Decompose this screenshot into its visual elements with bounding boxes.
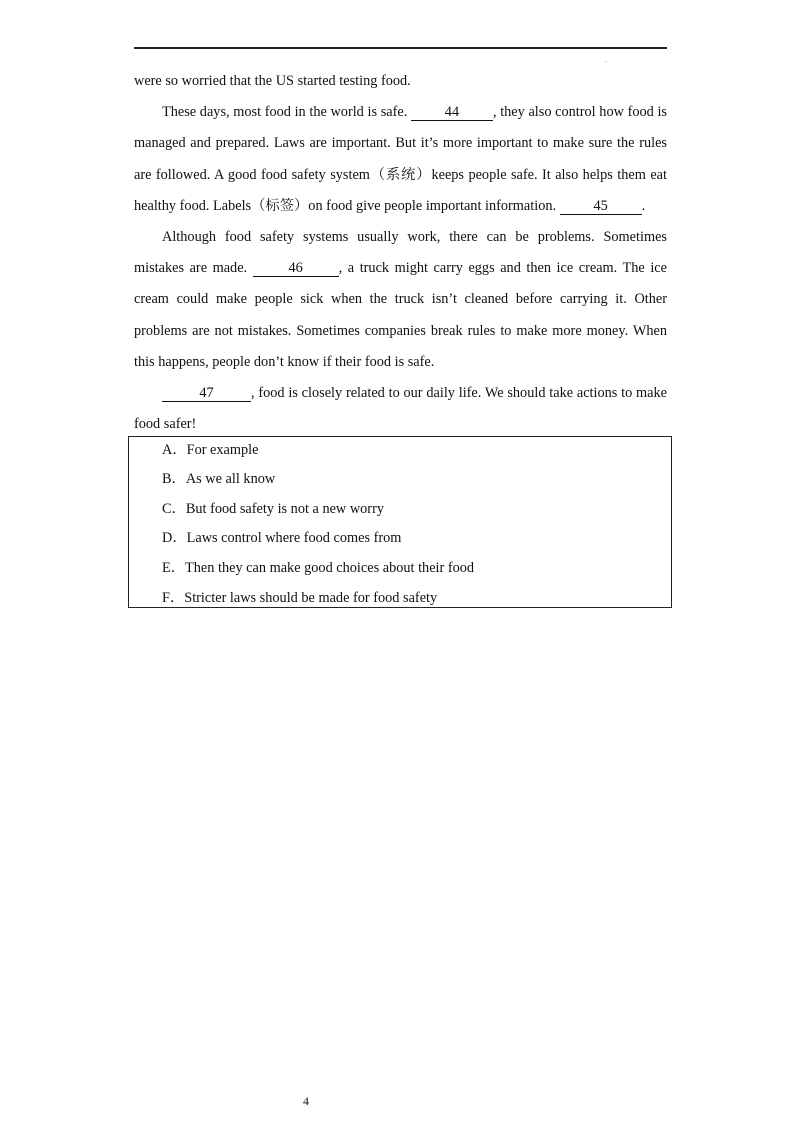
- paragraph-3: [134, 222, 667, 378]
- option-text: But food safety is not a new worry: [185, 501, 384, 517]
- blank-44: 44: [411, 104, 493, 121]
- option-letter: D．: [162, 530, 187, 546]
- option-letter: C．: [162, 501, 186, 517]
- blank-45: 45: [560, 198, 642, 215]
- passage: [134, 66, 667, 440]
- header-rule: [134, 47, 667, 49]
- option-f: [162, 588, 437, 608]
- paragraph-1: were so worried that the US started testing food.: [134, 73, 411, 89]
- paragraph-2-text-2: , they also control how food is managed and prepared. Laws are important. But it’s more important to make sure the rules are followed. A good food safety system（系统）keeps people safe. It also helps them eat healthy food. Labels（标签）on food give people important information.: [134, 104, 667, 214]
- option-letter: A．: [162, 442, 187, 458]
- option-letter: E．: [162, 560, 186, 576]
- page-number: 4: [303, 1094, 309, 1108]
- option-c: [162, 499, 384, 519]
- option-text: As we all know: [185, 471, 276, 487]
- paragraph-3-text-2: , a truck might carry eggs and then ice cream. The ice cream could make people sick when the truck isn’t cleaned before carrying it. Other problems are not mistakes. Sometimes companies break rules to make more money. When this happens, people don’t know if their food is safe.: [134, 260, 667, 370]
- option-letter: B．: [162, 471, 186, 487]
- paragraph-3-text-1: Although food safety systems usually work, there can be problems. Sometimes mistakes are made.: [134, 229, 667, 277]
- option-text: Then they can make good choices about their food: [185, 560, 475, 576]
- options-box: [128, 436, 672, 608]
- option-text: Laws control where food comes from: [186, 530, 402, 546]
- blank-47: 47: [162, 385, 251, 402]
- option-b: [162, 469, 275, 489]
- option-d: [162, 528, 401, 548]
- header-mark: .: [605, 55, 607, 64]
- option-letter: F．: [162, 590, 185, 606]
- paragraph-2-text-1: These days, most food in the world is safe.: [162, 104, 411, 121]
- blank-46: 46: [253, 260, 339, 277]
- option-text: Stricter laws should be made for food safety: [184, 590, 438, 606]
- paragraph-2: [134, 97, 667, 222]
- option-a: [162, 440, 259, 460]
- option-text: For example: [186, 442, 259, 458]
- paragraph-4: [134, 378, 667, 440]
- paragraph-4-text-1: , food is closely related to our daily life. We should take actions to make food safer!: [134, 385, 667, 433]
- option-e: [162, 558, 474, 578]
- paragraph-2-text-3: .: [641, 197, 646, 214]
